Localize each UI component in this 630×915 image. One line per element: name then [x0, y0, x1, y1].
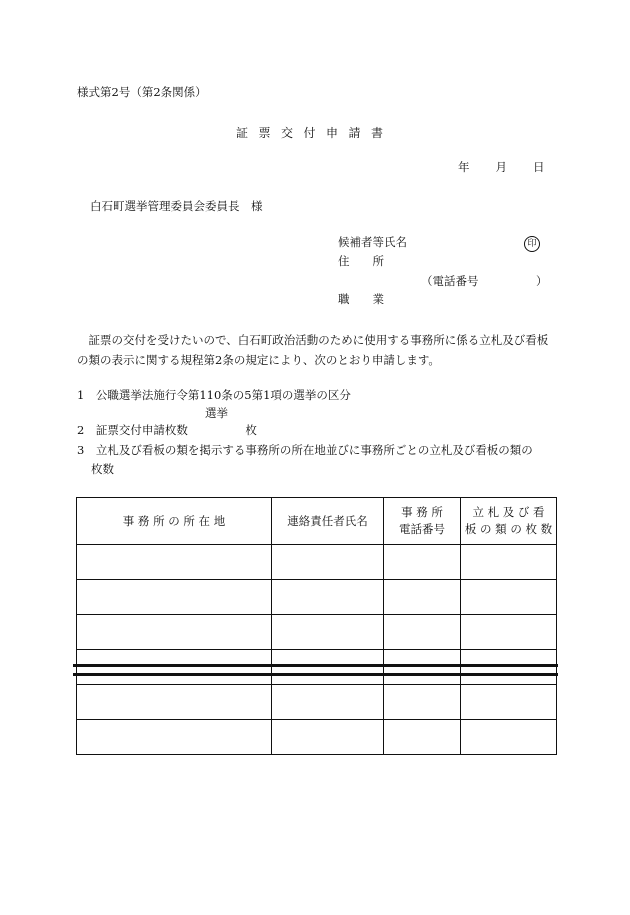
office-table — [76, 497, 557, 755]
table-row — [77, 545, 557, 580]
date-month: 月 — [495, 160, 507, 174]
item-3-cont: 枚数 — [91, 462, 114, 476]
item-1: 1 公職選挙法施行令第110条の5第1項の選挙の区分 — [77, 388, 351, 402]
item-3: 3 立札及び看板の類を掲示する事務所の所在地並びに事務所ごとの立札及び看板の類の — [77, 443, 533, 457]
seal-mark: 印 — [524, 236, 540, 252]
applicant-address-label: 住 所 — [338, 254, 384, 268]
table-break-line-bottom — [73, 673, 558, 676]
item-1-sub: 選挙 — [205, 406, 228, 420]
date-line — [458, 162, 545, 174]
table-row — [77, 685, 557, 720]
table-header-row — [77, 498, 557, 545]
table-row — [77, 580, 557, 615]
document-title: 証票交付申請書 — [236, 126, 394, 140]
table-row — [77, 720, 557, 755]
header-phone: 事 務 所 電話番号 — [384, 498, 461, 545]
item-2: 2 証票交付申請枚数 枚 — [77, 423, 257, 437]
date-day: 日 — [533, 160, 545, 174]
table-row — [77, 615, 557, 650]
header-contact: 連絡責任者氏名 — [272, 498, 384, 545]
table-row — [77, 650, 557, 685]
body-text: 証票の交付を受けたいので、白石町政治活動のために使用する事務所に係る立札及び看板の類の表示に関する規程第2条の規定により、次のとおり申請します。 — [77, 333, 549, 367]
form-number: 様式第2号（第2条関係） — [77, 85, 207, 99]
applicant-name-label: 候補者等氏名 — [338, 235, 407, 249]
applicant-occupation-label: 職 業 — [338, 292, 384, 306]
date-year: 年 — [458, 160, 470, 174]
header-location: 事 務 所 の 所 在 地 — [77, 498, 272, 545]
applicant-phone-label: （電話番号 ） — [421, 274, 548, 288]
table-break-line-top — [73, 664, 558, 667]
addressee: 白石町選挙管理委員会委員長 様 — [90, 199, 263, 213]
header-count: 立 札 及 び 看 板 の 類 の 枚 数 — [461, 498, 557, 545]
